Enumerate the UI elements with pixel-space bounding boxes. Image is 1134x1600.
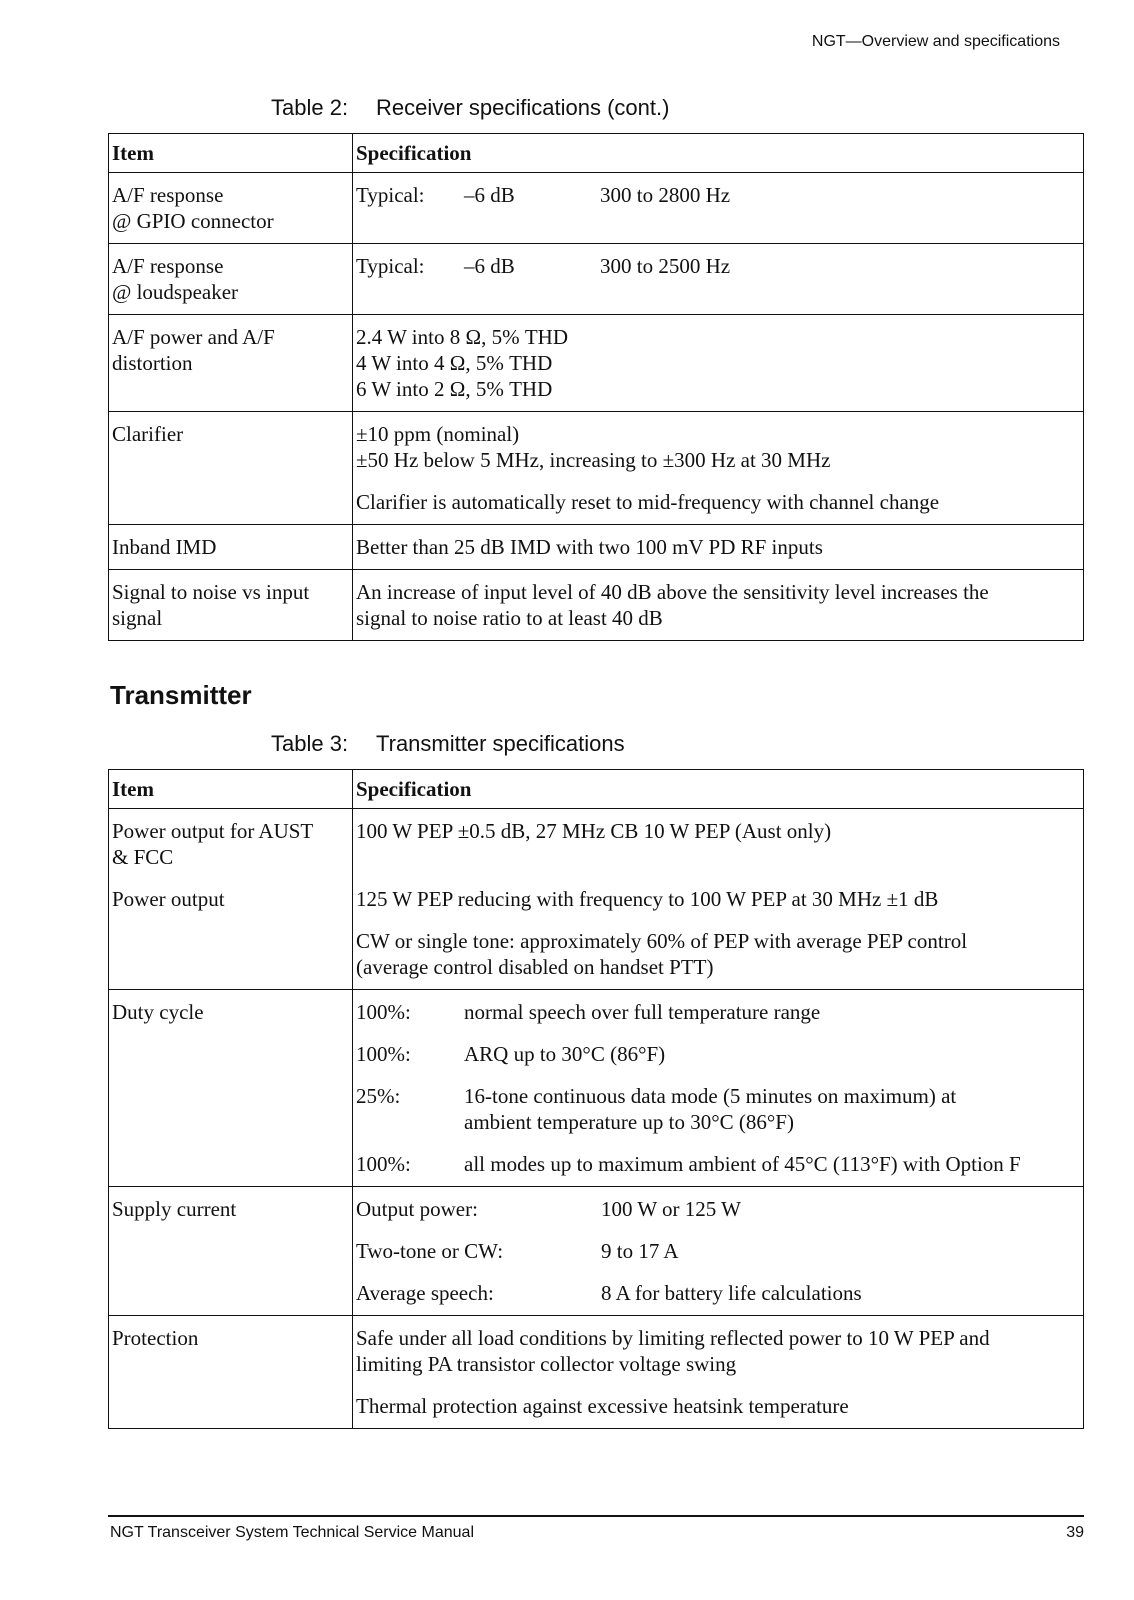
table3-title: Transmitter specifications [376,731,625,756]
transmitter-spec-table [108,769,1084,1429]
table-row [109,1316,1084,1429]
item-line: signal [112,606,163,630]
spec-line: 4 W into 4 Ω, 5% THD [356,351,553,375]
supply-label: Two-tone or CW: [356,1239,504,1263]
spec-value: –6 dB [464,254,515,278]
spec-cell [353,570,1084,641]
spec-cell [353,1187,1084,1316]
item-cell [109,525,353,570]
item-line: distortion [112,351,193,375]
item-line: Signal to noise vs input [112,580,310,604]
duty-text: ARQ up to 30°C (86°F) [464,1042,666,1066]
spec-line: Clarifier is automatically reset to mid-frequency with channel change [356,490,940,514]
table-header-row [109,134,1084,173]
col-item-header: Item [109,134,353,173]
duty-text: ambient temperature up to 30°C (86°F) [464,1110,794,1134]
table-row [109,809,1084,990]
duty-text: 16-tone continuous data mode (5 minutes on maximum) at [464,1084,957,1108]
duty-percent: 100%: [356,1000,411,1024]
item-line: Supply current [112,1197,237,1221]
item-line: @ GPIO connector [112,209,274,233]
item-line: A/F power and A/F [112,325,275,349]
spec-cell [353,1316,1084,1429]
duty-percent: 25%: [356,1084,401,1108]
item-cell [109,244,353,315]
spec-value: –6 dB [464,183,515,207]
duty-text: normal speech over full temperature range [464,1000,821,1024]
duty-percent: 100%: [356,1152,411,1176]
item-line: Inband IMD [112,535,217,559]
item-line: Power output for AUST [112,819,314,843]
spec-cell [353,525,1084,570]
item-cell [109,809,353,990]
receiver-spec-table [108,133,1084,641]
item-line: & FCC [112,845,174,869]
duty-percent: 100%: [356,1042,411,1066]
spec-line: ±10 ppm (nominal) [356,422,520,446]
table-row [109,412,1084,525]
table-row [109,244,1084,315]
running-header: NGT—Overview and specifications [811,33,1060,50]
spec-range: 300 to 2800 Hz [600,183,731,207]
duty-text: all modes up to maximum ambient of 45°C (113°F) with Option F [464,1152,1021,1176]
spec-line: limiting PA transistor collector voltage swing [356,1352,737,1376]
spec-line: Better than 25 dB IMD with two 100 mV PD RF inputs [356,535,823,559]
item-cell [109,1187,353,1316]
spec-cell [353,809,1084,990]
spec-line: Safe under all load conditions by limiting reflected power to 10 W PEP and [356,1326,990,1350]
table-row [109,525,1084,570]
page-number: 39 [1066,1524,1084,1541]
table3-number: Table 3: [271,731,349,756]
item-cell [109,412,353,525]
table-row [109,173,1084,244]
col-spec-header: Specification [353,770,1084,809]
spec-line: 125 W PEP reducing with frequency to 100 W PEP at 30 MHz ±1 dB [356,887,939,911]
supply-value: 8 A for battery life calculations [601,1281,862,1305]
table3-caption [271,731,625,757]
spec-line: ±50 Hz below 5 MHz, increasing to ±300 Hz at 30 MHz [356,448,831,472]
supply-value: 100 W or 125 W [601,1197,741,1221]
footer-divider [108,1515,1084,1517]
spec-cell [353,315,1084,412]
spec-line: 2.4 W into 8 Ω, 5% THD [356,325,568,349]
footer-manual-title: NGT Transceiver System Technical Service Manual [110,1524,474,1541]
item-cell [109,173,353,244]
table2-number: Table 2: [271,95,349,120]
spec-line: CW or single tone: approximately 60% of PEP with average PEP control [356,929,968,953]
spec-line: signal to noise ratio to at least 40 dB [356,606,663,630]
table2-title: Receiver specifications (cont.) [376,95,670,120]
spec-cell [353,173,1084,244]
spec-label: Typical: [356,183,425,207]
spec-cell [353,412,1084,525]
col-item-header: Item [109,770,353,809]
spec-cell [353,244,1084,315]
table-row [109,570,1084,641]
item-line: Protection [112,1326,199,1350]
spec-line: Thermal protection against excessive heatsink temperature [356,1394,849,1418]
table2-caption [271,95,669,121]
supply-label: Output power: [356,1197,478,1221]
item-line: A/F response [112,183,224,207]
supply-value: 9 to 17 A [601,1239,679,1263]
col-spec-header: Specification [353,134,1084,173]
table-row [109,315,1084,412]
spec-line: 6 W into 2 Ω, 5% THD [356,377,553,401]
supply-label: Average speech: [356,1281,494,1305]
item-cell [109,315,353,412]
item-line: Power output [112,887,225,911]
spec-cell [353,990,1084,1187]
table-header-row [109,770,1084,809]
table-row [109,990,1084,1187]
item-line: Duty cycle [112,1000,204,1024]
spec-line: 100 W PEP ±0.5 dB, 27 MHz CB 10 W PEP (Aust only) [356,819,832,843]
item-cell [109,990,353,1187]
spec-label: Typical: [356,254,425,278]
item-line: @ loudspeaker [112,280,239,304]
item-cell [109,1316,353,1429]
table-row [109,1187,1084,1316]
item-line: A/F response [112,254,224,278]
spec-line: (average control disabled on handset PTT) [356,955,714,979]
spec-range: 300 to 2500 Hz [600,254,731,278]
spec-line: An increase of input level of 40 dB above the sensitivity level increases the [356,580,989,604]
item-cell [109,570,353,641]
item-line: Clarifier [112,422,184,446]
section-heading: Transmitter [110,680,252,710]
